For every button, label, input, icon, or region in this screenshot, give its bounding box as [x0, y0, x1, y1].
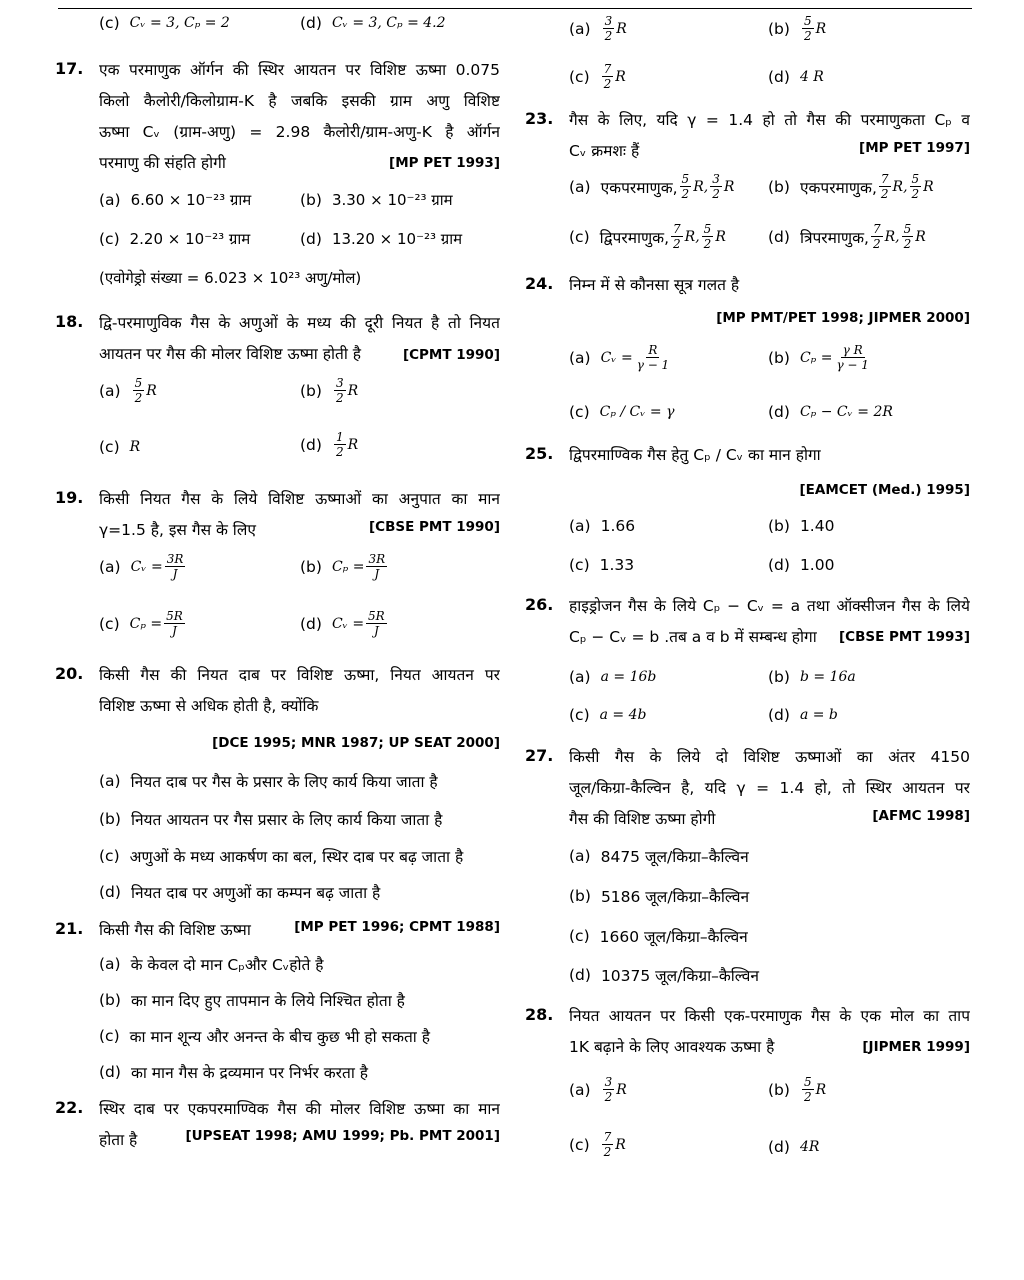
q24-option-a[interactable]: (a) Cᵥ = $\frac{R}{\gamma - 1}$ [569, 343, 670, 372]
fraction: $\frac{\text{γ R}}{\gamma - 1}$ [836, 343, 869, 372]
q25-option-d[interactable]: (d) 1.00 [768, 556, 835, 574]
q23-option-d[interactable]: (d) त्रिपरमाणुक, $\frac{7}{2}$ R, $\frac{5}{2}$ R [768, 222, 926, 251]
fraction: $\frac{3}{2}$ [712, 172, 720, 201]
exam-source: [DCE 1995; MNR 1987; UP SEAT 2000] [212, 735, 500, 751]
avogadro-note: (एवोगेड्रो संख्या = 6.023 × 10²³ अणु/मोल) [99, 269, 362, 287]
fraction: $\frac{R}{\gamma - 1}$ [636, 343, 670, 372]
q28-option-a[interactable]: (a) $\frac{3}{2}$ R [569, 1075, 627, 1104]
question-text: नियत आयतन पर किसी एक-परमाणुक गैस के एक मोल का ताप 1K बढ़ाने के लिए आवश्यक ऊष्मा है [569, 1007, 970, 1056]
q22-option-d[interactable]: (d) 4 R [768, 68, 824, 86]
fraction: $\frac{3}{2}$ [604, 1075, 613, 1104]
question-text: द्वि-परमाणुविक गैस के अणुओं के मध्य की दूरी नियत है तो नियत आयतन पर गैस की मोलर विशिष्ट ऊष्मा होती है [99, 314, 500, 363]
question-number: 21. [55, 919, 84, 938]
q27-option-b[interactable]: (b) 5186 जूल/किग्रा–कैल्विन [569, 887, 750, 906]
q26-option-a[interactable]: (a) a = 16b [569, 668, 657, 686]
q21-option-d[interactable]: (d) का मान गैस के द्रव्यमान पर निर्भर करता है [99, 1063, 368, 1082]
top-rule [58, 8, 972, 9]
q21-option-b[interactable]: (b) का मान दिए हुए तापमान के लिये निश्चित होता है [99, 991, 405, 1010]
question-text: किसी गैस की विशिष्ट ऊष्मा [99, 921, 251, 939]
q25-option-b[interactable]: (b) 1.40 [768, 517, 835, 535]
question-number: 25. [525, 444, 554, 463]
q22-option-b[interactable]: (b) $\frac{5}{2}$ R [768, 14, 827, 43]
q26-option-b[interactable]: (b) b = 16a [768, 668, 856, 686]
q27-option-d[interactable]: (d) 10375 जूल/किग्रा–कैल्विन [569, 966, 759, 985]
exam-source: [EAMCET (Med.) 1995] [799, 482, 970, 498]
q21-option-c[interactable]: (c) का मान शून्य और अनन्त के बीच कुछ भी हो सकता है [99, 1027, 430, 1046]
question-text: किसी गैस की नियत दाब पर विशिष्ट ऊष्मा, नियत आयतन पर विशिष्ट ऊष्मा से अधिक होती है, क्योंकि [99, 666, 500, 715]
q19-option-d[interactable]: (d) Cᵥ = $\frac{5R}{J}$ [300, 609, 385, 638]
question-number: 24. [525, 274, 554, 293]
fraction: $\frac{7}{2}$ [880, 172, 889, 201]
q24-option-c[interactable]: (c) Cₚ / Cᵥ = γ [569, 403, 675, 421]
exam-source: [MP PET 1993] [389, 155, 500, 171]
prev-option-d: (d) Cᵥ = 3, Cₚ = 4.2 [300, 14, 446, 32]
fraction: $\frac{3R}{J}$ [166, 552, 184, 581]
q17-option-d[interactable]: (d) 13.20 × 10⁻²³ ग्राम [300, 230, 463, 248]
fraction: $\frac{7}{2}$ [603, 62, 612, 91]
q23-option-c[interactable]: (c) द्विपरमाणुक, $\frac{7}{2}$ R, $\frac{5}{2}$ R [569, 222, 726, 251]
question-text: एक परमाणुक ऑर्गन की स्थिर आयतन पर विशिष्ट ऊष्मा 0.075 किलो कैलोरी/किलोग्राम-K है जबकि इसकी ग्राम अणु विशिष्ट ऊष्मा Cᵥ (ग्राम-अणु) = 2.98 कैलोरी/ग्राम-अणु-K है ऑर्गन परमाणु की संहति होगी [99, 61, 500, 172]
q17-option-a[interactable]: (a) 6.60 × 10⁻²³ ग्राम [99, 191, 252, 209]
q28-option-c[interactable]: (c) $\frac{7}{2}$ R [569, 1130, 626, 1159]
q24-option-d[interactable]: (d) Cₚ − Cᵥ = 2R [768, 403, 893, 421]
q18-option-a[interactable]: (a) $\frac{5}{2}$ R [99, 376, 157, 405]
question-text: स्थिर दाब पर एकपरमाण्विक गैस की मोलर विशिष्ट ऊष्मा का मान होता है [99, 1100, 500, 1149]
q25-option-a[interactable]: (a) 1.66 [569, 517, 636, 535]
q21-option-a[interactable]: (a) के केवल दो मान Cₚऔर Cᵥहोते है [99, 955, 324, 974]
q20-option-d[interactable]: (d) नियत दाब पर अणुओं का कम्पन बढ़ जाता है [99, 883, 381, 902]
q23-option-a[interactable]: (a) एकपरमाणुक, $\frac{5}{2}$ R, $\frac{3}{2}$ R [569, 172, 735, 201]
exam-source: [AFMC 1998] [872, 808, 970, 824]
exam-source: [MP PMT/PET 1998; JIPMER 2000] [716, 310, 970, 326]
q26-option-c[interactable]: (c) a = 4b [569, 706, 647, 724]
fraction: $\frac{3}{2}$ [604, 14, 613, 43]
fraction: $\frac{5}{2}$ [803, 1075, 812, 1104]
fraction: $\frac{5}{2}$ [911, 172, 920, 201]
fraction: $\frac{5}{2}$ [903, 222, 912, 251]
question-number: 27. [525, 746, 554, 765]
q17-option-b[interactable]: (b) 3.30 × 10⁻²³ ग्राम [300, 191, 453, 209]
fraction: $\frac{1}{2}$ [335, 430, 344, 459]
exam-source: [JIPMER 1999] [862, 1039, 970, 1055]
q27-option-c[interactable]: (c) 1660 जूल/किग्रा–कैल्विन [569, 927, 748, 946]
exam-source: [CPMT 1990] [402, 347, 500, 363]
question-text: हाइड्रोजन गैस के लिये Cₚ − Cᵥ = a तथा ऑक्सीजन गैस के लिये Cₚ − Cᵥ = b .तब a व b में सम्बन्ध होगा [569, 597, 970, 646]
fraction: $\frac{5}{2}$ [681, 172, 690, 201]
fraction: $\frac{7}{2}$ [673, 222, 681, 251]
fraction: $\frac{3R}{J}$ [368, 552, 386, 581]
prev-option-c: (c) Cᵥ = 3, Cₚ = 2 [99, 14, 230, 32]
question-text: निम्न में से कौनसा सूत्र गलत है [569, 276, 740, 294]
question-number: 28. [525, 1005, 554, 1024]
q27-option-a[interactable]: (a) 8475 जूल/किग्रा–कैल्विन [569, 847, 749, 866]
question-text: द्विपरमाण्विक गैस हेतु Cₚ / Cᵥ का मान होगा [569, 446, 821, 464]
exam-source: [MP PET 1996; CPMT 1988] [294, 919, 500, 935]
question-number: 22. [55, 1098, 84, 1117]
q19-option-a[interactable]: (a) Cᵥ = $\frac{3R}{J}$ [99, 552, 184, 581]
question-number: 23. [525, 109, 554, 128]
q20-option-a[interactable]: (a) नियत दाब पर गैस के प्रसार के लिए कार्य किया जाता है [99, 772, 438, 791]
exam-source: [MP PET 1997] [859, 140, 970, 156]
question-number: 26. [525, 595, 554, 614]
question-number: 18. [55, 312, 84, 331]
fraction: $\frac{5}{2}$ [134, 376, 143, 405]
q18-option-d[interactable]: (d) $\frac{1}{2}$ R [300, 430, 359, 459]
fraction: $\frac{7}{2}$ [603, 1130, 612, 1159]
exam-source: [UPSEAT 1998; AMU 1999; Pb. PMT 2001] [185, 1128, 500, 1144]
q25-option-c[interactable]: (c) 1.33 [569, 556, 635, 574]
q26-option-d[interactable]: (d) a = b [768, 706, 838, 724]
question-number: 20. [55, 664, 84, 683]
q18-option-c[interactable]: (c) R [99, 438, 141, 456]
question-text: किसी नियत गैस के लिये विशिष्ट ऊष्माओं का अनुपात का मान γ=1.5 है, इस गैस के लिए [99, 490, 500, 539]
fraction: $\frac{3}{2}$ [335, 376, 344, 405]
question-number: 19. [55, 488, 84, 507]
q23-option-b[interactable]: (b) एकपरमाणुक, $\frac{7}{2}$ R, $\frac{5}{2}$ R [768, 172, 934, 201]
q28-option-b[interactable]: (b) $\frac{5}{2}$ R [768, 1075, 827, 1104]
q20-option-c[interactable]: (c) अणुओं के मध्य आकर्षण का बल, स्थिर दाब पर बढ़ जाता है [99, 847, 464, 866]
exam-source: [CBSE PMT 1993] [839, 629, 970, 645]
q18-option-b[interactable]: (b) $\frac{3}{2}$ R [300, 376, 359, 405]
q17-option-c[interactable]: (c) 2.20 × 10⁻²³ ग्राम [99, 230, 251, 248]
q28-option-d[interactable]: (d) 4R [768, 1138, 820, 1156]
q19-option-b[interactable]: (b) Cₚ = $\frac{3R}{J}$ [300, 552, 386, 581]
q20-option-b[interactable]: (b) नियत आयतन पर गैस प्रसार के लिए कार्य किया जाता है [99, 810, 443, 829]
fraction: $\frac{7}{2}$ [872, 222, 881, 251]
question-number: 17. [55, 59, 84, 78]
exam-source: [CBSE PMT 1990] [369, 519, 500, 535]
fraction: $\frac{5R}{J}$ [368, 609, 385, 638]
q24-option-b[interactable]: (b) Cₚ = $\frac{\text{γ R}}{\gamma - 1}$ [768, 343, 869, 372]
q22-option-c[interactable]: (c) $\frac{7}{2}$ R [569, 62, 626, 91]
fraction: $\frac{5}{2}$ [803, 14, 812, 43]
q19-option-c[interactable]: (c) Cₚ = $\frac{5R}{J}$ [99, 609, 183, 638]
question-text: किसी गैस के लिये दो विशिष्ट ऊष्माओं का अंतर 4150 जूल/किग्रा-कैल्विन है, यदि γ = 1.4 हो, तो स्थिर आयतन पर गैस की विशिष्ट ऊष्मा होगी [569, 748, 970, 828]
q22-option-a[interactable]: (a) $\frac{3}{2}$ R [569, 14, 627, 43]
question-text: गैस के लिए, यदि γ = 1.4 हो तो गैस की परमाणुकता Cₚ व Cᵥ क्रमशः हैं [569, 111, 970, 160]
fraction: $\frac{5R}{J}$ [166, 609, 183, 638]
fraction: $\frac{5}{2}$ [703, 222, 712, 251]
